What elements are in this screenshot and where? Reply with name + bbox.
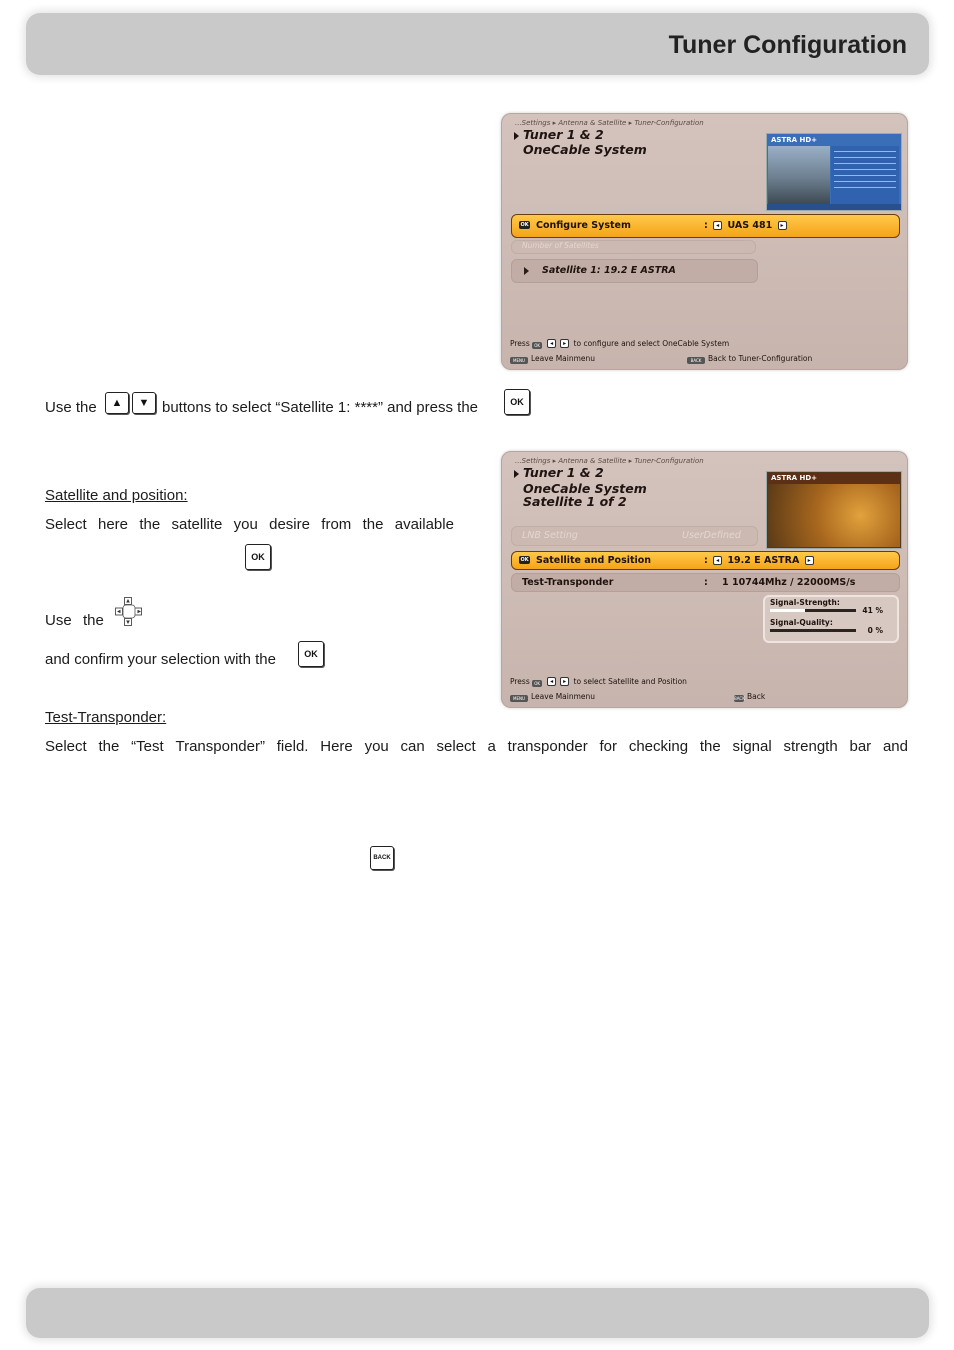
menu-key-icon: MENU: [510, 695, 528, 702]
number-of-satellites-row[interactable]: Number of Satellites: [511, 240, 756, 254]
left-arrow-icon: ◂: [547, 339, 556, 348]
use-text: Use: [45, 612, 72, 629]
header-band: [26, 13, 929, 75]
test-transponder-row[interactable]: Test-Transponder : 1 10744Mhz / 22000MS/s: [511, 573, 900, 592]
preview-image: [768, 484, 900, 547]
confirm-text: and confirm your selection with the: [45, 651, 276, 668]
ok-icon: OK: [520, 222, 529, 228]
signal-strength-label: Signal-Strength:: [770, 598, 840, 607]
menu-key-icon: MENU: [510, 357, 528, 364]
right-arrow-icon: ▸: [560, 677, 569, 686]
tuner-screen-2: [501, 451, 908, 708]
signal-quality-label: Signal-Quality:: [770, 618, 833, 627]
title-arrow-icon: [514, 470, 519, 478]
configure-system-label: Configure System: [536, 220, 631, 231]
test-transponder-heading: Test-Transponder:: [45, 709, 167, 726]
satellite-position-label: Satellite and Position: [536, 555, 652, 566]
right-arrow-icon: ▸: [560, 339, 569, 348]
help-line-2: MENU Leave Mainmenu: [510, 354, 595, 364]
satellite-position-row[interactable]: OK Satellite and Position : ◂ 19.2 E ASTRA ▸: [511, 551, 900, 570]
ok-key-icon: OK: [532, 680, 542, 687]
configure-system-row[interactable]: OK Configure System : ◂ UAS 481 ▸: [511, 214, 900, 238]
ok-key-icon: OK: [245, 544, 271, 570]
navigation-cross-icon: [115, 597, 143, 627]
help-line-2b: BACK Back: [734, 692, 766, 701]
right-arrow-icon: ▸: [778, 221, 787, 230]
channel-name: ASTRA HD+: [771, 136, 818, 144]
back-key-icon: BACK: [734, 696, 745, 701]
screen-title-line1: Tuner 1 & 2: [523, 127, 604, 142]
instruction-text: buttons to select “Satellite 1: ****” and press the: [162, 399, 479, 416]
test-transponder-paragraph: Select the “Test Transponder” field. Here you can select a transponder for checking the signal strength bar and: [45, 738, 908, 755]
tv-preview: [766, 471, 902, 549]
lnb-setting-row[interactable]: LNB Setting UserDefined: [511, 526, 758, 546]
screen-title-line2: OneCable System: [523, 142, 647, 157]
signal-quality-bar: [770, 629, 856, 632]
the-text: the: [83, 612, 104, 629]
ok-key-icon: OK: [504, 389, 530, 415]
signal-strength-value: 41 %: [862, 606, 883, 615]
signal-panel: [763, 595, 899, 643]
screen-title-line3: Satellite 1 of 2: [523, 494, 627, 509]
help-line-2b: BACK Back to Tuner-Configuration: [687, 354, 812, 364]
ok-key-icon: OK: [532, 342, 542, 349]
test-transponder-value: 10744Mhz / 22000MS/s: [732, 577, 856, 588]
up-key-icon: ▲: [105, 392, 129, 414]
satellite-arrow-icon: [524, 267, 529, 275]
signal-strength-fill: [770, 609, 805, 612]
left-arrow-icon: ◂: [713, 221, 722, 230]
channel-name: ASTRA HD+: [771, 474, 818, 482]
signal-quality-value: 0 %: [867, 626, 883, 635]
help-line-1: Press OK ◂ ▸ to configure and select OneCable System: [510, 339, 730, 348]
weather-panel: [831, 146, 899, 204]
left-arrow-icon: ◂: [547, 677, 556, 686]
breadcrumb: ...Settings ▸ Antenna & Satellite ▸ Tuner-Configuration: [515, 457, 704, 465]
satellite-position-value: 19.2 E ASTRA: [727, 555, 800, 566]
left-arrow-icon: ◂: [713, 556, 722, 565]
satellite-position-heading: Satellite and position:: [45, 487, 188, 504]
back-key-icon: BACK: [687, 357, 705, 364]
right-arrow-icon: ▸: [805, 556, 814, 565]
ok-icon: OK: [520, 557, 529, 563]
screen-title-line2: OneCable System: [523, 481, 647, 496]
down-key-icon: ▼: [132, 392, 156, 414]
satellite-label: Satellite 1: 19.2 E ASTRA: [542, 265, 676, 276]
help-line-1: Press OK ◂ ▸ to select Satellite and Position: [510, 677, 687, 686]
tuner-screen-1: [501, 113, 908, 370]
test-transponder-label: Test-Transponder: [522, 577, 614, 588]
page-title: Tuner Configuration: [668, 31, 907, 59]
instruction-use: Use the: [45, 399, 97, 416]
test-transponder-number: 1: [722, 577, 729, 588]
breadcrumb: ...Settings ▸ Antenna & Satellite ▸ Tuner-Configuration: [515, 119, 704, 127]
back-key-icon: BACK: [370, 846, 394, 870]
satellite-position-paragraph: Select here the satellite you desire from the available: [45, 516, 454, 533]
preview-image: [768, 146, 830, 204]
ok-key-icon: OK: [298, 641, 324, 667]
screen-title-line1: Tuner 1 & 2: [523, 465, 604, 480]
help-line-2: MENU Leave Mainmenu: [510, 692, 595, 702]
footer-band: [26, 1288, 929, 1338]
tv-preview: [766, 133, 902, 211]
signal-strength-bar: [770, 609, 856, 612]
configure-system-value: UAS 481: [727, 220, 773, 231]
satellite-row[interactable]: [511, 259, 758, 283]
title-arrow-icon: [514, 132, 519, 140]
